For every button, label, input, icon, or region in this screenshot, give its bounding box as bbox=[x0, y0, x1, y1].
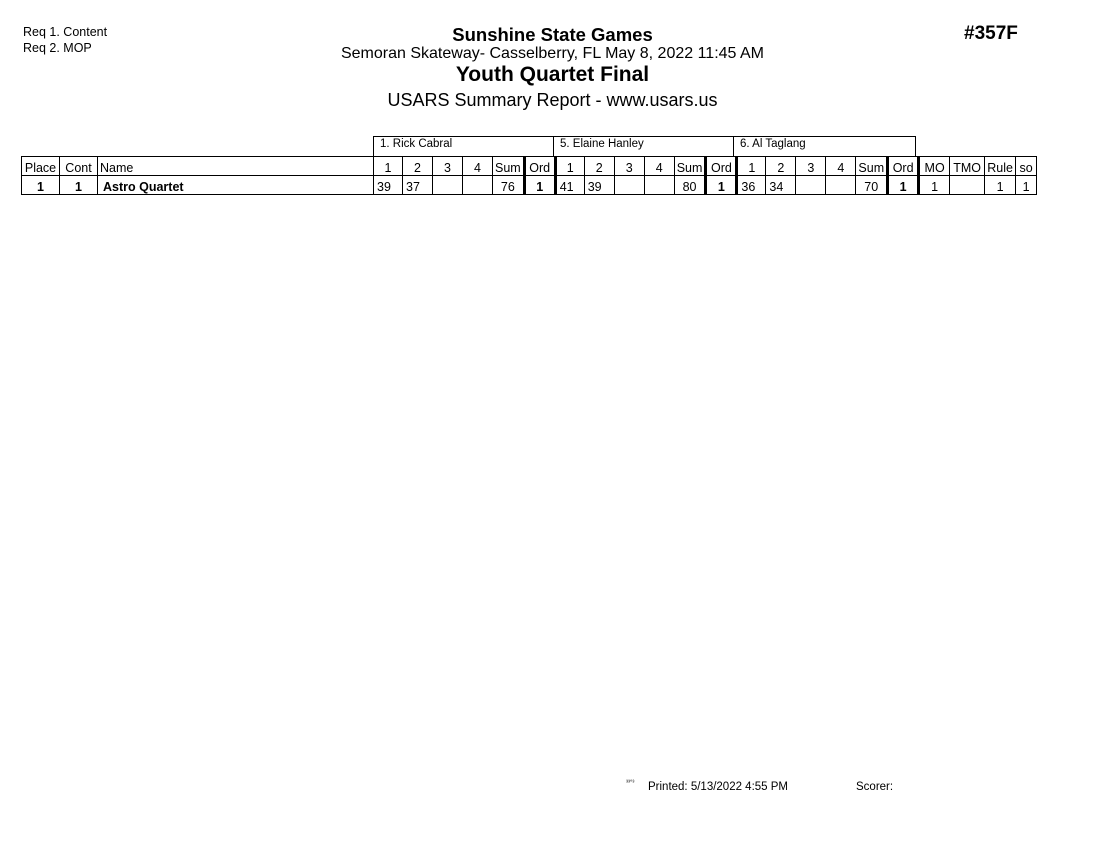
col-j2-4: 4 bbox=[644, 157, 674, 176]
j3-score-2: 34 bbox=[766, 176, 796, 195]
j3-score-4 bbox=[826, 176, 856, 195]
col-j1-sum: Sum bbox=[493, 157, 525, 176]
requirement-2: Req 2. MOP bbox=[23, 41, 92, 55]
col-so: so bbox=[1016, 157, 1037, 176]
j2-ord: 1 bbox=[706, 176, 737, 195]
col-j3-1: 1 bbox=[737, 157, 766, 176]
printed-timestamp: Printed: 5/13/2022 4:55 PM bbox=[648, 781, 789, 793]
requirement-1: Req 1. Content bbox=[23, 25, 108, 39]
scorer-label: Scorer: bbox=[856, 781, 894, 793]
col-j2-2: 2 bbox=[584, 157, 614, 176]
col-j1-2: 2 bbox=[403, 157, 433, 176]
table-row bbox=[22, 176, 1037, 195]
rule-cell: 1 bbox=[985, 176, 1016, 195]
mo-cell: 1 bbox=[919, 176, 950, 195]
j3-score-1: 36 bbox=[737, 176, 766, 195]
j1-score-1: 39 bbox=[374, 176, 403, 195]
judge-header-2: 5. Elaine Hanley bbox=[553, 136, 734, 156]
col-j1-ord: Ord bbox=[524, 157, 555, 176]
competition-title: Sunshine State Games bbox=[452, 24, 653, 45]
j1-ord: 1 bbox=[524, 176, 555, 195]
col-j2-1: 1 bbox=[555, 157, 584, 176]
j2-score-3 bbox=[614, 176, 644, 195]
col-place: Place bbox=[22, 157, 60, 176]
j2-score-4 bbox=[644, 176, 674, 195]
col-j2-ord: Ord bbox=[706, 157, 737, 176]
j1-score-2: 37 bbox=[403, 176, 433, 195]
tmo-cell bbox=[950, 176, 985, 195]
col-mo: MO bbox=[919, 157, 950, 176]
judge-header-1: 1. Rick Cabral bbox=[373, 136, 554, 156]
col-j1-4: 4 bbox=[463, 157, 493, 176]
col-j1-1: 1 bbox=[374, 157, 403, 176]
col-j3-2: 2 bbox=[766, 157, 796, 176]
col-j3-3: 3 bbox=[796, 157, 826, 176]
footer-code: ³³°³ bbox=[626, 780, 635, 786]
event-number: #357F bbox=[964, 23, 1018, 44]
j2-score-1: 41 bbox=[555, 176, 584, 195]
j1-score-4 bbox=[463, 176, 493, 195]
col-j2-3: 3 bbox=[614, 157, 644, 176]
header-row bbox=[22, 157, 1037, 176]
j3-score-3 bbox=[796, 176, 826, 195]
name-cell: Astro Quartet bbox=[98, 176, 374, 195]
j1-score-3 bbox=[433, 176, 463, 195]
col-j3-4: 4 bbox=[826, 157, 856, 176]
event-title: Youth Quartet Final bbox=[455, 63, 650, 86]
col-j3-sum: Sum bbox=[856, 157, 888, 176]
col-j2-sum: Sum bbox=[674, 157, 706, 176]
col-cont: Cont bbox=[60, 157, 98, 176]
results-table bbox=[21, 156, 1037, 195]
j1-sum: 76 bbox=[493, 176, 525, 195]
judge-header-3: 6. Al Taglang bbox=[733, 136, 916, 156]
j3-ord: 1 bbox=[888, 176, 919, 195]
cont-cell: 1 bbox=[60, 176, 98, 195]
so-cell: 1 bbox=[1016, 176, 1037, 195]
j2-score-2: 39 bbox=[584, 176, 614, 195]
col-j1-3: 3 bbox=[433, 157, 463, 176]
j3-sum: 70 bbox=[856, 176, 888, 195]
place-cell: 1 bbox=[22, 176, 60, 195]
col-name: Name bbox=[98, 157, 374, 176]
venue-line: Semoran Skateway- Casselberry, FL May 8, 2022 11:45 AM bbox=[340, 45, 764, 62]
report-title: USARS Summary Report - www.usars.us bbox=[387, 90, 718, 110]
col-rule: Rule bbox=[985, 157, 1016, 176]
col-tmo: TMO bbox=[950, 157, 985, 176]
j2-sum: 80 bbox=[674, 176, 706, 195]
col-j3-ord: Ord bbox=[888, 157, 919, 176]
